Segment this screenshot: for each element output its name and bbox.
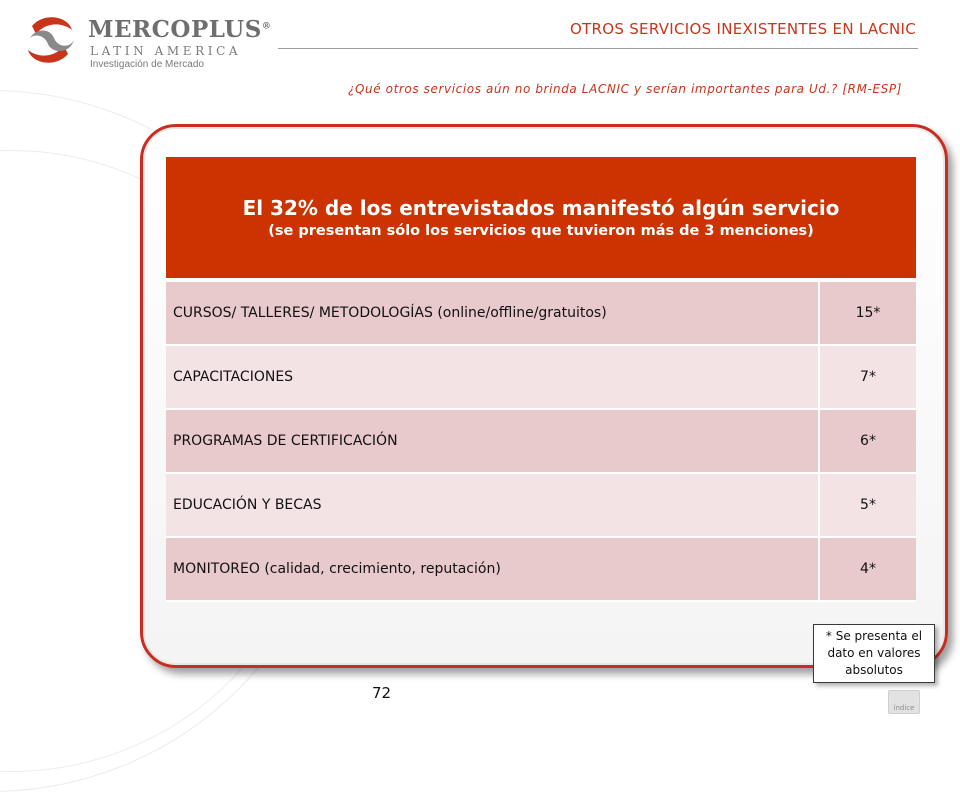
brand-sub-name: LATIN AMERICA [90, 44, 242, 58]
table-row [166, 410, 916, 474]
survey-question: ¿Qué otros servicios aún no brinda LACNIC y serían importantes para Ud.? [RM-ESP] [348, 82, 902, 96]
page-number: 72 [372, 684, 392, 702]
table-row [166, 474, 916, 538]
service-count: 5* [860, 497, 876, 513]
table-subheadline: (se presentan sólo los servicios que tuvieron más de 3 menciones) [268, 223, 814, 239]
index-button[interactable]: índice [888, 690, 920, 714]
service-label: MONITOREO (calidad, crecimiento, reputación) [166, 538, 820, 600]
table-row [166, 346, 916, 410]
footnote-box: * Se presenta el dato en valores absolutos [813, 624, 935, 683]
table-row [166, 538, 916, 602]
brand-name-text: MERCOPLUS [88, 16, 262, 43]
brand-tagline: Investigación de Mercado [90, 59, 204, 70]
header-divider [278, 48, 918, 49]
mercoplus-logo-icon [22, 12, 78, 68]
service-label: EDUCACIÓN Y BECAS [166, 474, 820, 536]
service-label: CURSOS/ TALLERES/ METODOLOGÍAS (online/offline/gratuitos) [166, 282, 820, 344]
company-logo [22, 10, 272, 70]
page-title: OTROS SERVICIOS INEXISTENTES EN LACNIC [569, 20, 916, 38]
service-count: 6* [860, 433, 876, 449]
service-count: 7* [860, 369, 876, 385]
services-table [166, 282, 916, 602]
registered-mark: ® [261, 21, 272, 32]
table-row [166, 282, 916, 346]
service-label: CAPACITACIONES [166, 346, 820, 408]
service-count: 4* [860, 561, 876, 577]
service-label: PROGRAMAS DE CERTIFICACIÓN [166, 410, 820, 472]
brand-name [88, 16, 271, 43]
table-header [166, 157, 916, 278]
service-count: 15* [855, 305, 881, 321]
table-headline: El 32% de los entrevistados manifestó algún servicio [242, 196, 840, 220]
